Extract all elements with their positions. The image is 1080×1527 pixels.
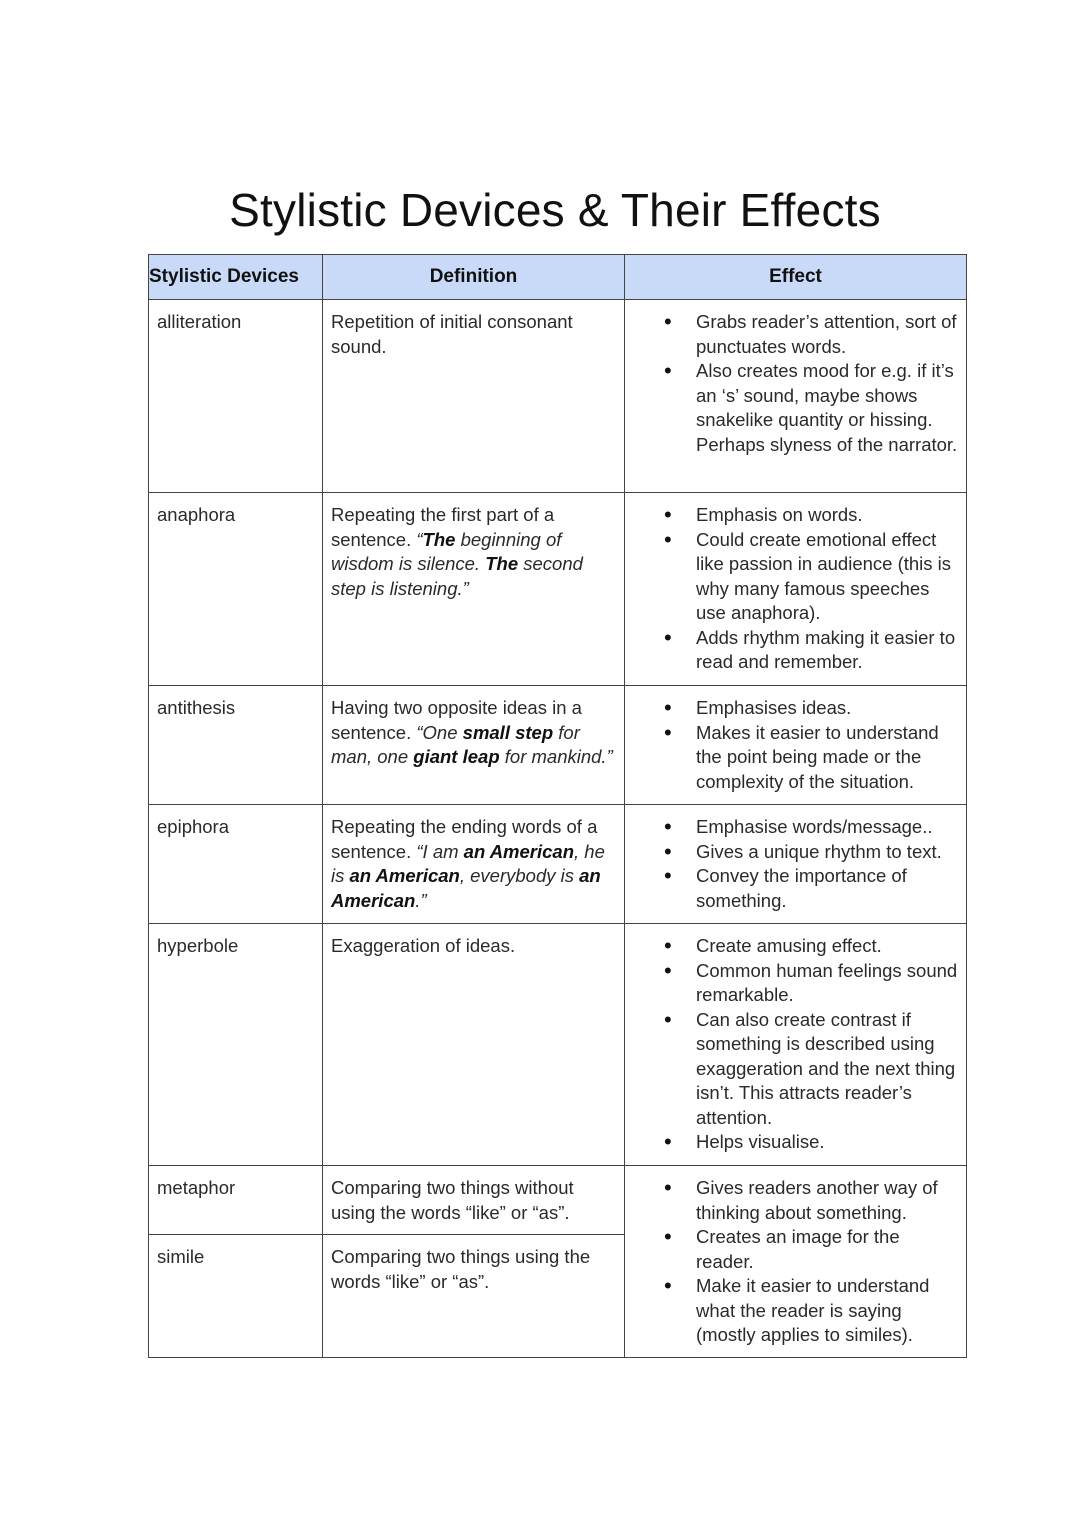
device-effects <box>625 300 967 493</box>
list-item: • Emphasis on words. <box>625 503 958 528</box>
quote-part: for man, one <box>331 721 580 767</box>
quote-part: , he is <box>331 840 605 886</box>
list-item: • Creates an image for the reader. <box>625 1225 958 1274</box>
effects-list <box>625 503 958 675</box>
list-item: • Adds rhythm making it easier to read and remember. <box>625 626 958 675</box>
quote-part: beginning of wisdom is silence. <box>331 528 562 574</box>
list-item: • Could create emotional effect like passion in audience (this is why many famous speeches use anaphora). <box>625 528 958 626</box>
device-effects <box>625 493 967 686</box>
table-row <box>149 300 967 493</box>
device-name: anaphora <box>149 493 323 686</box>
list-item: • Helps visualise. <box>625 1130 958 1155</box>
list-item: • Can also create contrast if something is described using exaggeration and the next thing isn’t. This attracts reader’s attention. <box>625 1008 958 1131</box>
quote-emphasis: an American <box>331 865 601 911</box>
list-item: • Gives readers another way of thinking about something. <box>625 1176 958 1225</box>
list-item: • Gives a unique rhythm to text. <box>625 840 958 865</box>
header-stylistic-devices: Stylistic Devices <box>149 255 323 300</box>
definition-text: Repeating the first part of a sentence. <box>331 504 555 550</box>
device-effects <box>625 924 967 1166</box>
effects-list <box>625 1176 958 1348</box>
table-row <box>149 805 967 924</box>
device-name: alliteration <box>149 300 323 493</box>
list-item: • Emphasise words/message.. <box>625 815 958 840</box>
table-row <box>149 686 967 805</box>
device-definition: Exaggeration of ideas. <box>323 924 625 1166</box>
effects-list <box>625 934 958 1155</box>
effects-list <box>625 310 958 457</box>
effects-list <box>625 815 958 913</box>
quote-part: “One <box>416 721 463 743</box>
definition-text: Having two opposite ideas in a sentence. <box>331 697 582 743</box>
quote-emphasis: giant leap <box>413 746 500 767</box>
device-definition <box>323 686 625 805</box>
stylistic-devices-table <box>148 254 967 1358</box>
quote-emphasis: an American <box>349 865 460 886</box>
device-name: antithesis <box>149 686 323 805</box>
device-effects <box>625 805 967 924</box>
shared-effects <box>625 1166 967 1358</box>
list-item: • Make it easier to understand what the reader is saying (mostly applies to similes). <box>625 1274 958 1348</box>
device-name: epiphora <box>149 805 323 924</box>
device-name: hyperbole <box>149 924 323 1166</box>
device-definition: Comparing two things without using the words “like” or “as”. <box>323 1166 625 1235</box>
quote-part: .” <box>415 889 427 911</box>
header-definition: Definition <box>323 255 625 300</box>
device-definition: Repetition of initial consonant sound. <box>323 300 625 493</box>
list-item: • Emphasises ideas. <box>625 696 958 721</box>
effects-list <box>625 696 958 794</box>
device-definition: Comparing two things using the words “like” or “as”. <box>323 1235 625 1358</box>
table-row <box>149 1166 967 1235</box>
device-name: metaphor <box>149 1166 323 1235</box>
quote-part: , everybody is <box>459 865 580 886</box>
table-row <box>149 493 967 686</box>
quote-part: for mankind.” <box>499 746 613 767</box>
device-definition <box>323 493 625 686</box>
quote-emphasis: The <box>422 528 456 550</box>
device-definition <box>323 805 625 924</box>
list-item: • Grabs reader’s attention, sort of punctuates words. <box>625 310 958 359</box>
header-effect: Effect <box>625 255 967 300</box>
list-item: • Create amusing effect. <box>625 934 958 959</box>
list-item: • Also creates mood for e.g. if it’s an ‘s’ sound, maybe shows snakelike quantity or hissing. Perhaps slyness of the narrator. <box>625 359 958 457</box>
page-title: Stylistic Devices & Their Effects <box>229 184 881 236</box>
device-name: simile <box>149 1235 323 1358</box>
quote-emphasis: an American <box>463 840 575 862</box>
table-header-row <box>149 255 967 300</box>
list-item: • Makes it easier to understand the point being made or the complexity of the situation. <box>625 721 958 795</box>
definition-text: Repeating the ending words of a sentence. <box>331 816 598 862</box>
list-item: • Common human feelings sound remarkable. <box>625 959 958 1008</box>
device-effects <box>625 686 967 805</box>
quote-part: “ <box>416 528 423 550</box>
table-row <box>149 924 967 1166</box>
quote-part: “I am <box>416 840 464 862</box>
quote-part: second step is listening.” <box>331 553 583 599</box>
quote-emphasis: The <box>485 553 519 574</box>
list-item: • Convey the importance of something. <box>625 864 958 913</box>
quote-emphasis: small step <box>462 721 554 743</box>
